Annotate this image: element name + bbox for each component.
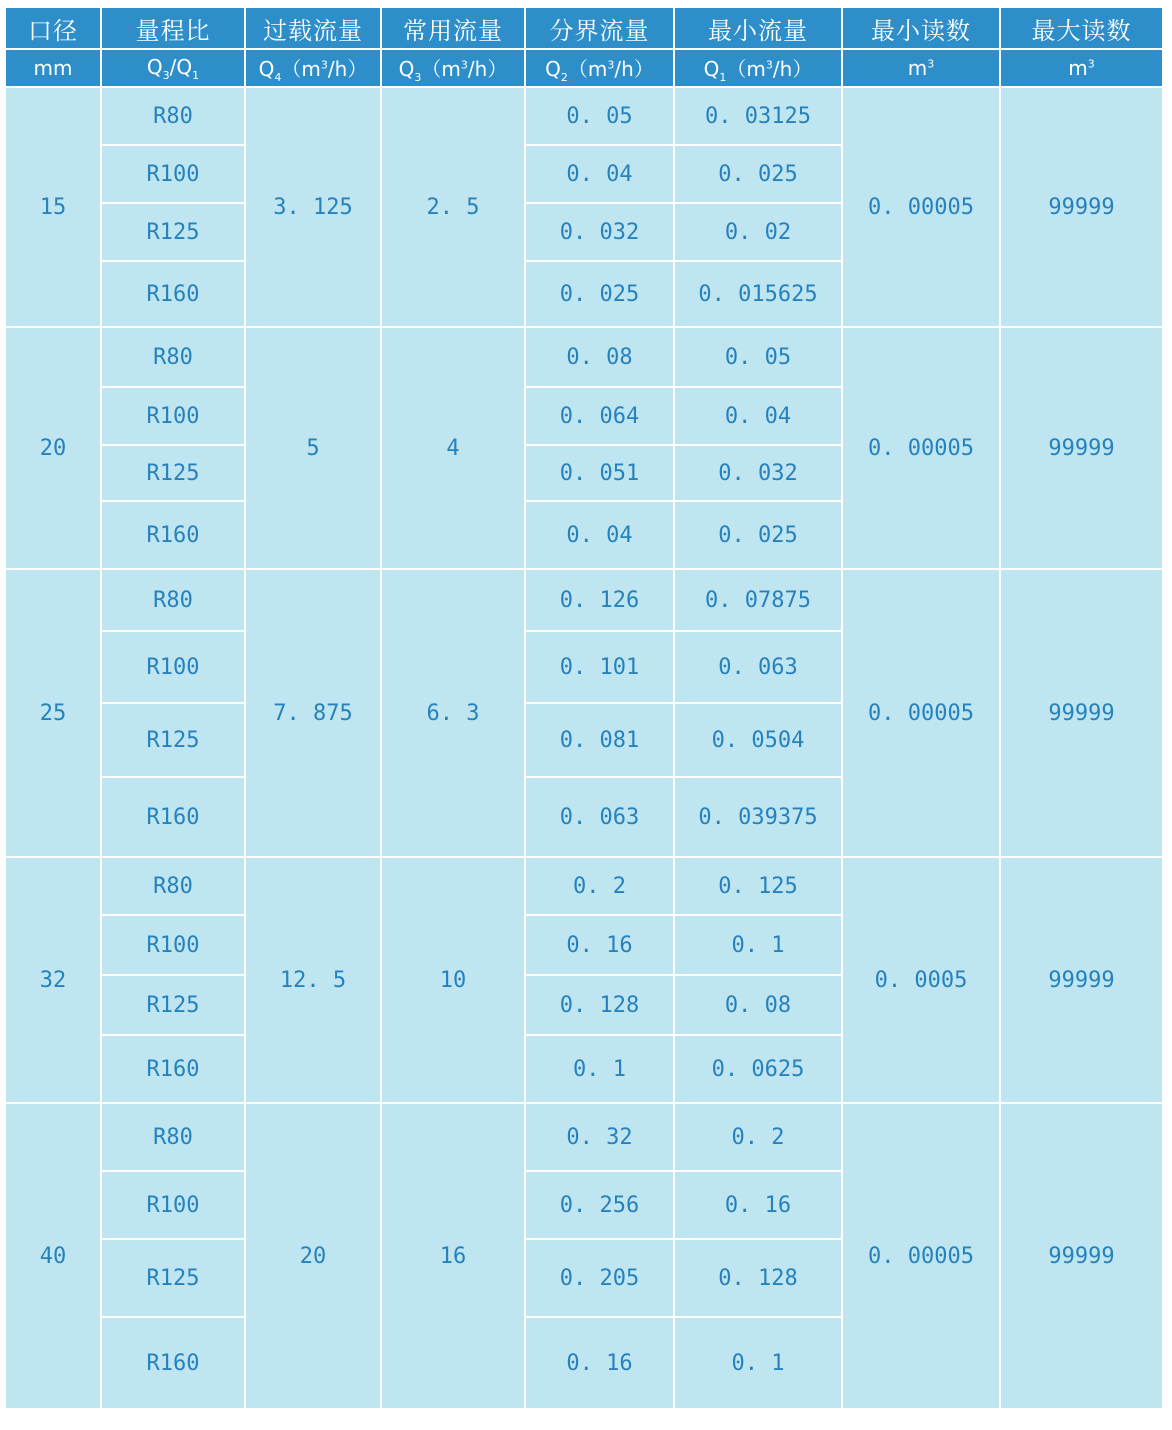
cell-range-ratio: R125 xyxy=(101,445,245,501)
cell-range-ratio: R125 xyxy=(101,1239,245,1317)
cell-range-ratio: R100 xyxy=(101,145,245,203)
table-row xyxy=(5,327,1163,387)
cell-boundary-flow: 0. 1 xyxy=(525,1035,674,1103)
cell-range-ratio: R160 xyxy=(101,501,245,569)
cell-boundary-flow: 0. 205 xyxy=(525,1239,674,1317)
cell-min-flow: 0. 063 xyxy=(674,631,842,703)
unit-boundary-flow: $Q_2(m^3/h)$ xyxy=(525,49,674,87)
table-row xyxy=(5,569,1163,631)
cell-boundary-flow: 0. 025 xyxy=(525,261,674,327)
cell-range-ratio: R100 xyxy=(101,631,245,703)
cell-min-flow: 0. 039375 xyxy=(674,777,842,857)
cell-range-ratio: R125 xyxy=(101,703,245,777)
cell-range-ratio: R100 xyxy=(101,387,245,445)
cell-range-ratio: R80 xyxy=(101,327,245,387)
header-row-titles xyxy=(5,7,1163,49)
cell-min-reading: 0. 00005 xyxy=(842,1103,1000,1409)
cell-min-reading: 0. 00005 xyxy=(842,87,1000,327)
cell-boundary-flow: 0. 126 xyxy=(525,569,674,631)
cell-range-ratio: R80 xyxy=(101,569,245,631)
cell-overload-flow: 7. 875 xyxy=(245,569,381,857)
cell-max-reading: 99999 xyxy=(1000,569,1163,857)
water-meter-spec-table xyxy=(4,6,1164,1410)
cell-min-flow: 0. 0625 xyxy=(674,1035,842,1103)
cell-boundary-flow: 0. 16 xyxy=(525,1317,674,1409)
cell-common-flow: 2. 5 xyxy=(381,87,525,327)
cell-boundary-flow: 0. 08 xyxy=(525,327,674,387)
cell-min-flow: 0. 1 xyxy=(674,915,842,975)
table-header xyxy=(5,7,1163,87)
cell-boundary-flow: 0. 064 xyxy=(525,387,674,445)
header-max-reading: 最大读数 xyxy=(1000,7,1163,49)
cell-range-ratio: R160 xyxy=(101,1035,245,1103)
cell-boundary-flow: 0. 101 xyxy=(525,631,674,703)
cell-max-reading: 99999 xyxy=(1000,1103,1163,1409)
cell-min-reading: 0. 0005 xyxy=(842,857,1000,1103)
cell-boundary-flow: 0. 2 xyxy=(525,857,674,915)
header-boundary-flow: 分界流量 xyxy=(525,7,674,49)
cell-min-flow: 0. 0504 xyxy=(674,703,842,777)
cell-min-flow: 0. 02 xyxy=(674,203,842,261)
cell-overload-flow: 12. 5 xyxy=(245,857,381,1103)
table-row xyxy=(5,857,1163,915)
cell-diameter: 40 xyxy=(5,1103,101,1409)
cell-min-flow: 0. 015625 xyxy=(674,261,842,327)
cell-boundary-flow: 0. 032 xyxy=(525,203,674,261)
cell-range-ratio: R125 xyxy=(101,203,245,261)
header-common-flow: 常用流量 xyxy=(381,7,525,49)
cell-range-ratio: R80 xyxy=(101,1103,245,1171)
cell-range-ratio: R80 xyxy=(101,87,245,145)
cell-range-ratio: R160 xyxy=(101,261,245,327)
header-min-reading: 最小读数 xyxy=(842,7,1000,49)
unit-common-flow: $Q_3(m^3/h)$ xyxy=(381,49,525,87)
cell-min-flow: 0. 16 xyxy=(674,1171,842,1239)
cell-common-flow: 10 xyxy=(381,857,525,1103)
cell-range-ratio: R100 xyxy=(101,1171,245,1239)
cell-boundary-flow: 0. 128 xyxy=(525,975,674,1035)
cell-range-ratio: R100 xyxy=(101,915,245,975)
unit-diameter: mm xyxy=(5,49,101,87)
cell-min-flow: 0. 04 xyxy=(674,387,842,445)
cell-min-flow: 0. 025 xyxy=(674,145,842,203)
cell-boundary-flow: 0. 05 xyxy=(525,87,674,145)
header-row-units xyxy=(5,49,1163,87)
header-overload-flow: 过载流量 xyxy=(245,7,381,49)
cell-common-flow: 4 xyxy=(381,327,525,569)
cell-range-ratio: R125 xyxy=(101,975,245,1035)
cell-min-flow: 0. 08 xyxy=(674,975,842,1035)
header-diameter: 口径 xyxy=(5,7,101,49)
cell-range-ratio: R80 xyxy=(101,857,245,915)
unit-overload-flow: $Q_4(m^3/h)$ xyxy=(245,49,381,87)
cell-min-flow: 0. 032 xyxy=(674,445,842,501)
cell-min-flow: 0. 07875 xyxy=(674,569,842,631)
cell-diameter: 25 xyxy=(5,569,101,857)
unit-max-reading: $m^3$ xyxy=(1000,49,1163,87)
table-row xyxy=(5,87,1163,145)
cell-boundary-flow: 0. 051 xyxy=(525,445,674,501)
cell-diameter: 32 xyxy=(5,857,101,1103)
cell-max-reading: 99999 xyxy=(1000,87,1163,327)
cell-min-flow: 0. 2 xyxy=(674,1103,842,1171)
unit-range-ratio: $Q_3/Q_1$ xyxy=(101,49,245,87)
cell-min-flow: 0. 05 xyxy=(674,327,842,387)
table-row xyxy=(5,1103,1163,1171)
cell-min-reading: 0. 00005 xyxy=(842,569,1000,857)
cell-boundary-flow: 0. 32 xyxy=(525,1103,674,1171)
cell-max-reading: 99999 xyxy=(1000,327,1163,569)
cell-overload-flow: 3. 125 xyxy=(245,87,381,327)
cell-overload-flow: 20 xyxy=(245,1103,381,1409)
cell-max-reading: 99999 xyxy=(1000,857,1163,1103)
header-min-flow: 最小流量 xyxy=(674,7,842,49)
cell-boundary-flow: 0. 063 xyxy=(525,777,674,857)
cell-min-flow: 0. 03125 xyxy=(674,87,842,145)
cell-min-flow: 0. 025 xyxy=(674,501,842,569)
cell-boundary-flow: 0. 04 xyxy=(525,501,674,569)
header-range-ratio: 量程比 xyxy=(101,7,245,49)
cell-min-flow: 0. 1 xyxy=(674,1317,842,1409)
cell-boundary-flow: 0. 081 xyxy=(525,703,674,777)
cell-common-flow: 6. 3 xyxy=(381,569,525,857)
cell-boundary-flow: 0. 256 xyxy=(525,1171,674,1239)
cell-range-ratio: R160 xyxy=(101,1317,245,1409)
unit-min-flow: $Q_1(m^3/h)$ xyxy=(674,49,842,87)
cell-boundary-flow: 0. 04 xyxy=(525,145,674,203)
cell-diameter: 20 xyxy=(5,327,101,569)
cell-diameter: 15 xyxy=(5,87,101,327)
cell-min-flow: 0. 128 xyxy=(674,1239,842,1317)
cell-overload-flow: 5 xyxy=(245,327,381,569)
cell-min-reading: 0. 00005 xyxy=(842,327,1000,569)
cell-common-flow: 16 xyxy=(381,1103,525,1409)
cell-min-flow: 0. 125 xyxy=(674,857,842,915)
unit-min-reading: $m^3$ xyxy=(842,49,1000,87)
cell-boundary-flow: 0. 16 xyxy=(525,915,674,975)
cell-range-ratio: R160 xyxy=(101,777,245,857)
table-body xyxy=(5,87,1163,1409)
